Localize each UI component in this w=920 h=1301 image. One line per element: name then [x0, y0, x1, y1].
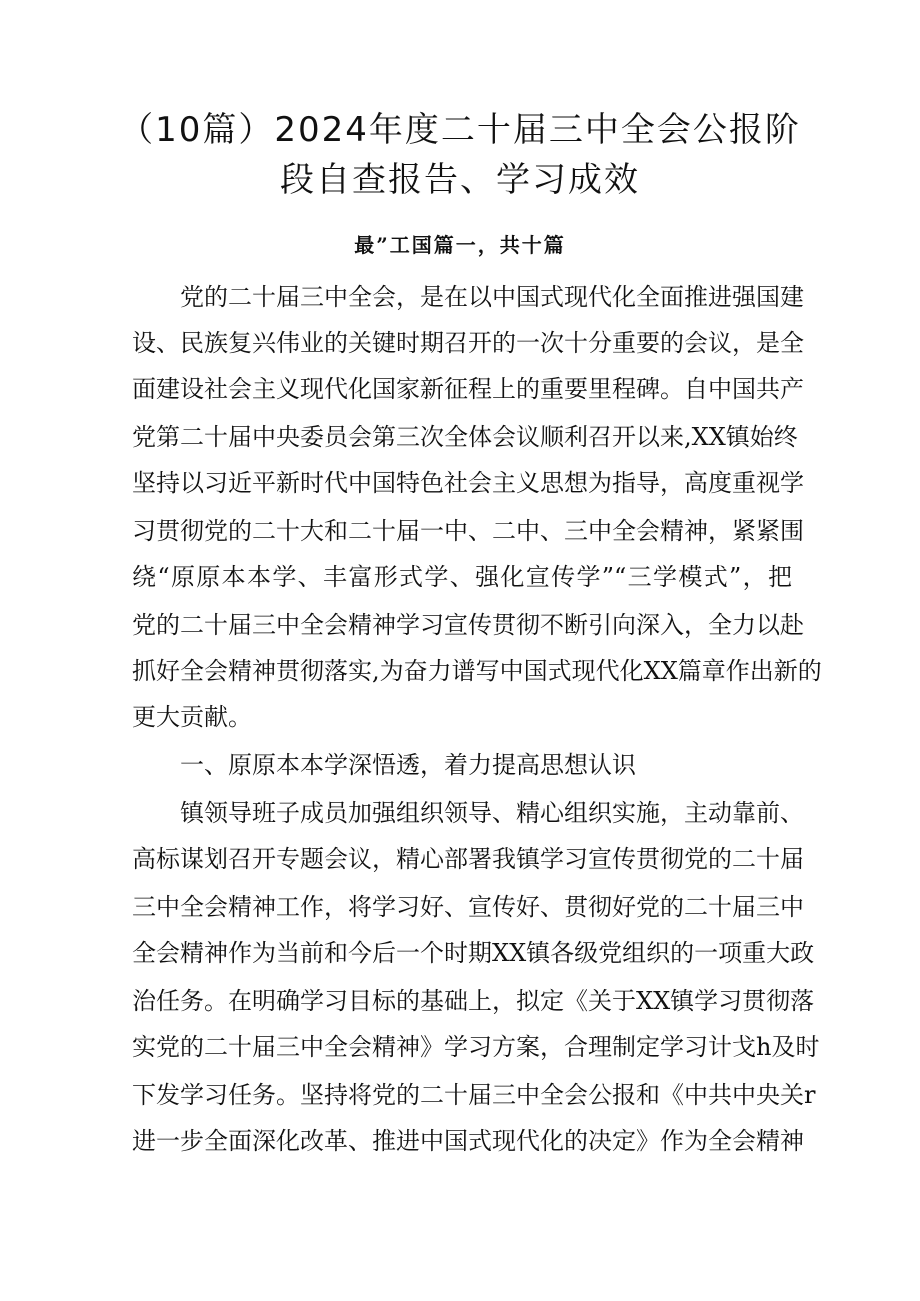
- paragraph-1-line: 习贯彻党的二十大和二十届一中、二中、三中全会精神，紧紧围: [132, 517, 804, 545]
- paragraph-2-line: 实党的二十届三中全会精神》学习方案，合理制定学习计戈h及时: [132, 1033, 820, 1061]
- section-heading-1: 一、原原本本学深悟透，着力提高思想认识: [180, 751, 636, 779]
- document-title-line-1: （10篇）2024年度二十届三中全会公报阶: [119, 110, 801, 150]
- paragraph-2-line: 镇领导班子成员加强组织领导、精心组织实施，主动靠前、: [180, 799, 804, 827]
- paragraph-1-line: 党的二十届三中全会精神学习宣传贯彻不断引向深入，全力以赴: [132, 611, 804, 639]
- paragraph-1-line: 更大贡献。: [132, 703, 252, 731]
- paragraph-1-line: 面建设社会主义现代化国家新征程上的重要里程碑。自中国共产: [132, 375, 804, 403]
- paragraph-1-line: 抓好全会精神贯彻落实,为奋力谱写中国式现代化XX篇章作出新的: [132, 657, 822, 685]
- paragraph-1-line: 党的二十届三中全会，是在以中国式现代化全面推进强国建: [180, 283, 804, 311]
- paragraph-1-line: 坚持以习近平新时代中国特色社会主义思想为指导，高度重视学: [132, 469, 804, 497]
- paragraph-2-line: 治任务。在明确学习目标的基础上，拟定《关于XX镇学习贯彻落: [132, 987, 815, 1015]
- document-title-line-2: 段自查报告、学习成效: [280, 160, 640, 200]
- paragraph-1-line: 党第二十届中央委员会第三次全体会议顺利召开以来,XX镇始终: [132, 423, 798, 451]
- paragraph-2-line: 下发学习任务。坚持将党的二十届三中全会公报和《中共中央关r: [132, 1081, 816, 1109]
- paragraph-1-line: 绕“原原本本学、丰富形式学、强化宣传学”“三学模式”，把: [132, 563, 792, 591]
- paragraph-2-line: 高标谋划召开专题会议，精心部署我镇学习宣传贯彻党的二十届: [132, 845, 804, 873]
- paragraph-2-line: 进一步全面深化改革、推进中国式现代化的决定》作为全会精神: [132, 1127, 804, 1155]
- paragraph-2-line: 全会精神作为当前和今后一个时期XX镇各级党组织的一项重大政: [132, 939, 815, 967]
- document-subtitle: 最”工国篇一，共十篇: [354, 233, 566, 257]
- paragraph-2-line: 三中全会精神工作，将学习好、宣传好、贯彻好党的二十届三中: [132, 893, 804, 921]
- paragraph-1-line: 设、民族复兴伟业的关键时期召开的一次十分重要的会议，是全: [132, 329, 804, 357]
